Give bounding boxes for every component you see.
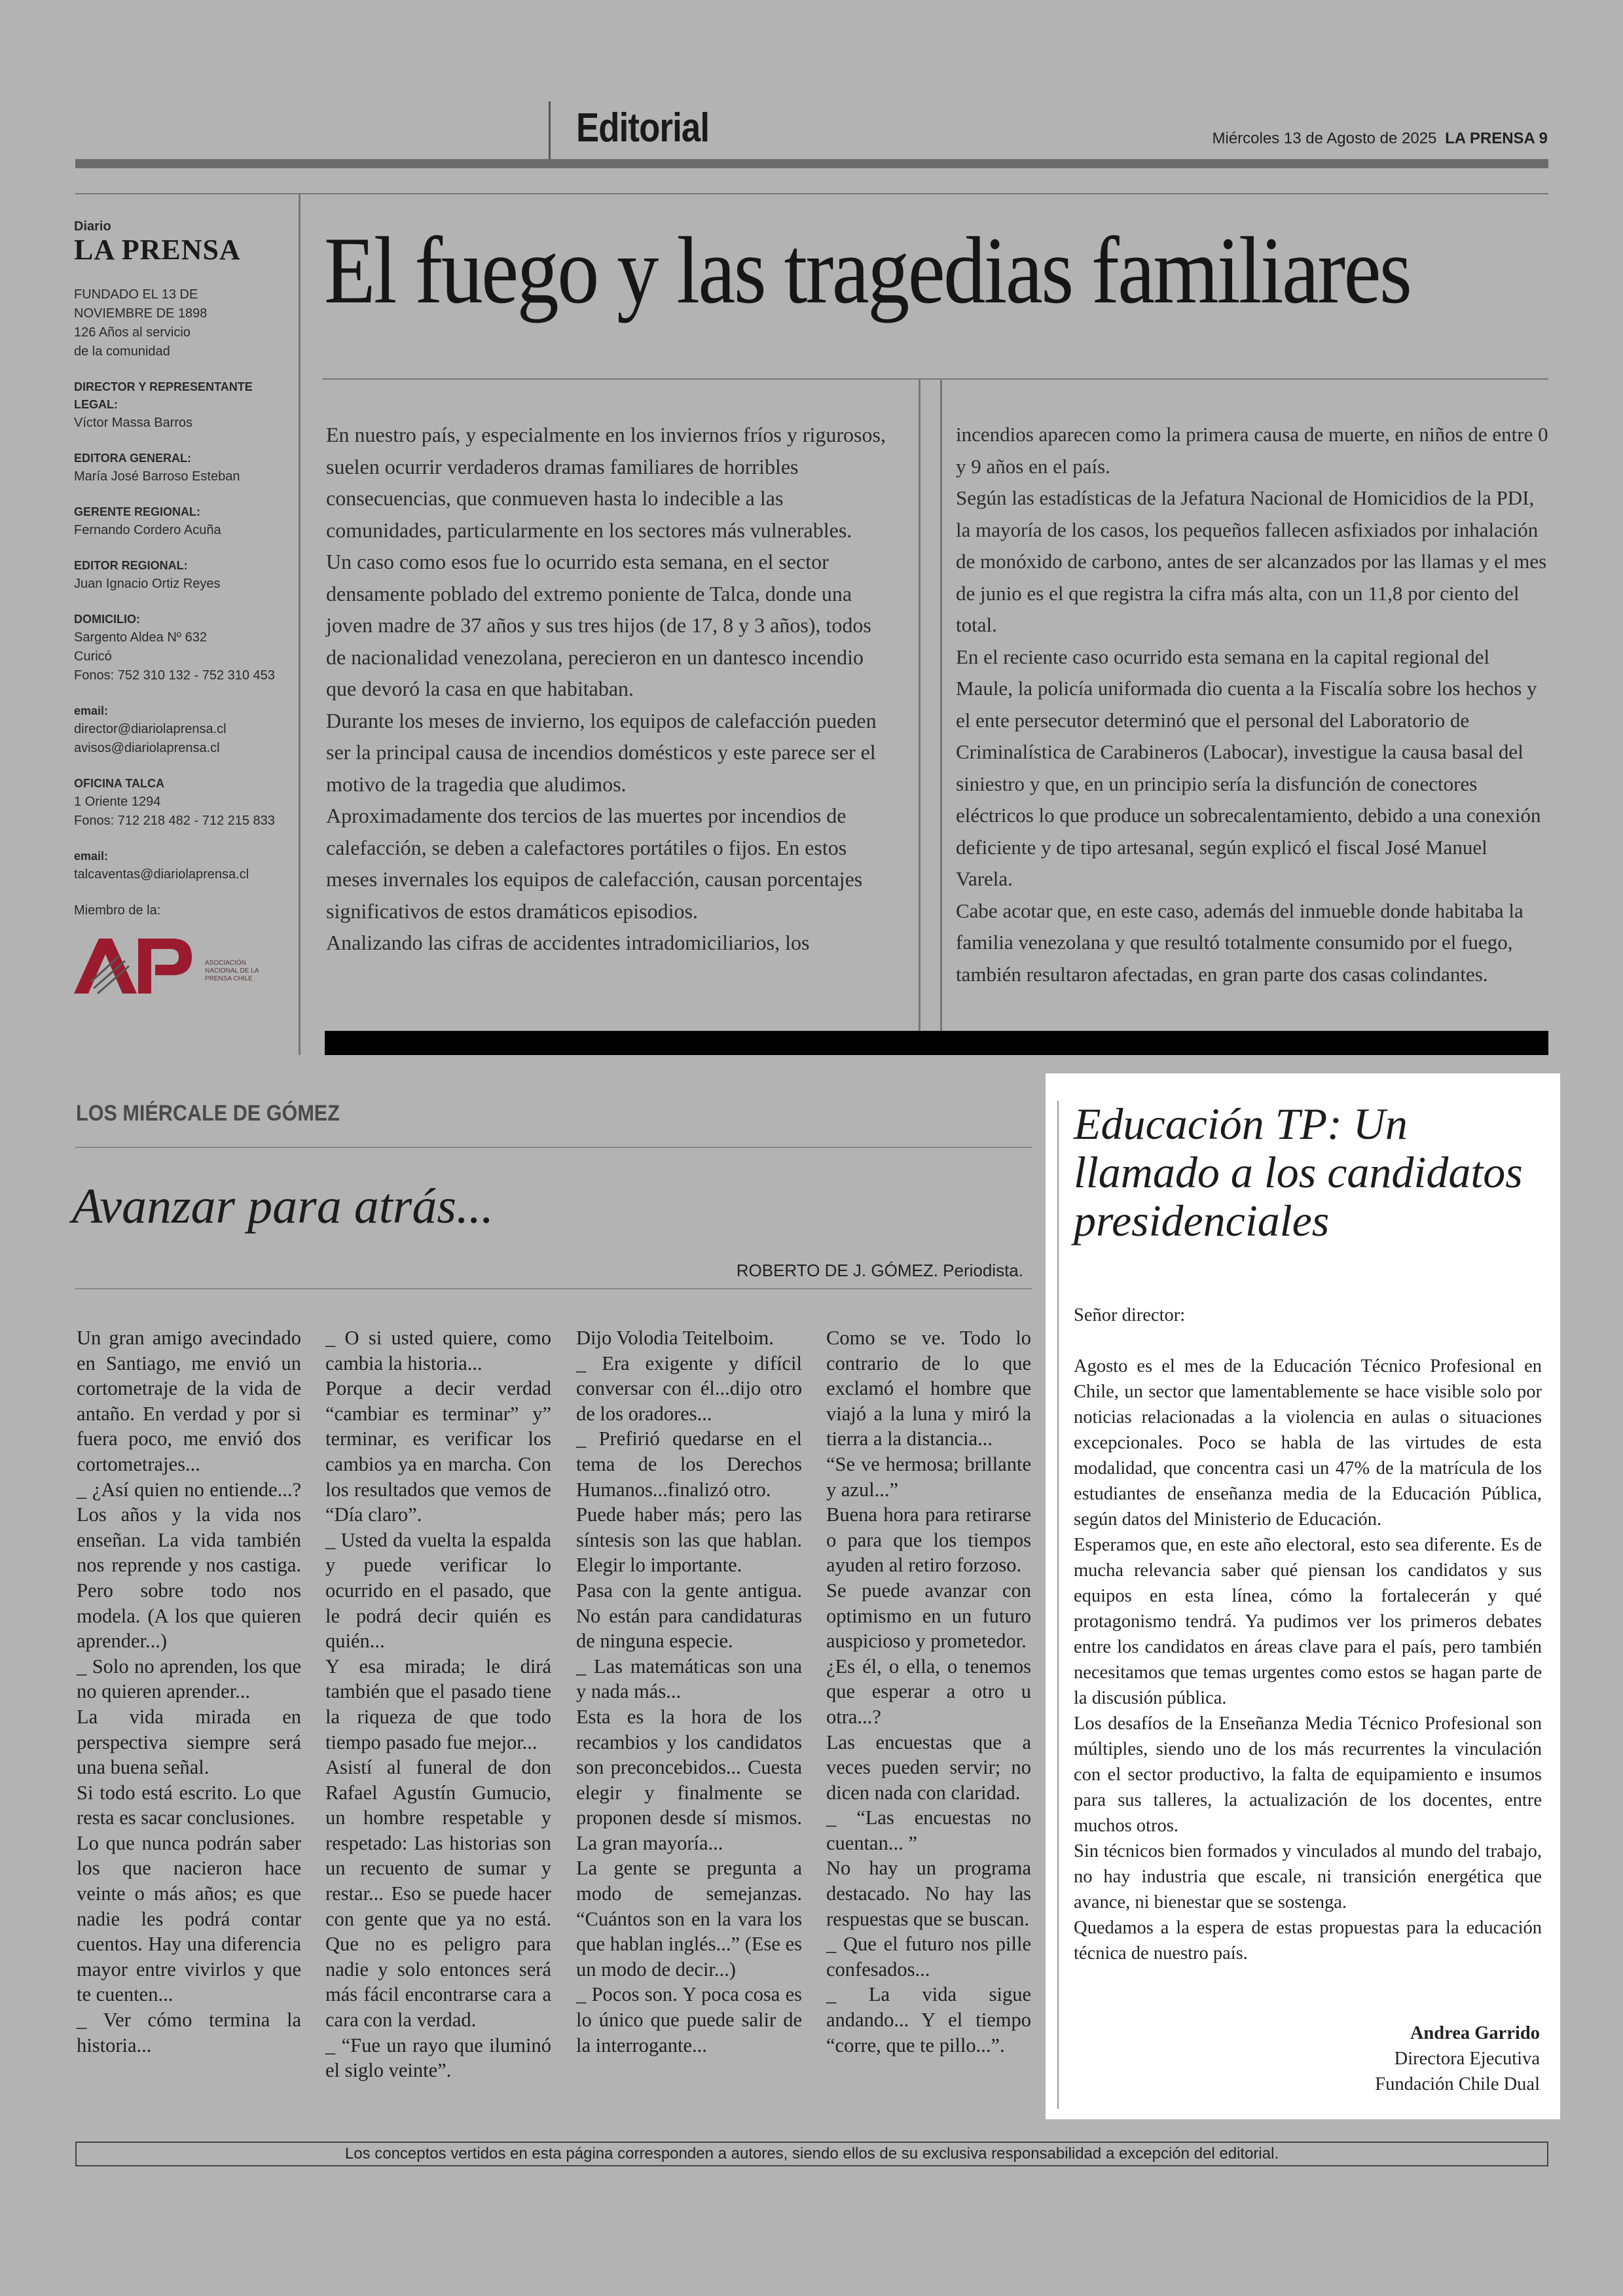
section-title: Editorial [576,105,710,151]
column-paragraph: ¿Es él, o ella, o tenemos que esperar a otro u otra...? [826,1655,1031,1728]
letter-paragraph: Esperamos que, en este año electoral, esto sea diferente. Es de mucha relevancia saber qué piensan los candidatos y sus equipos en esta línea, cómo la fortalecerán y qué protagonismo tendrá. Ya pudimos ver los primeros debates entre los candidatos en áreas clave para el país, pero también necesitamos que temas urgentes como estos se hagan parte de la discusión pública. [1074,1535,1542,1708]
member-of-label: Miembro de la: [74,903,161,918]
header-rule [75,193,1548,194]
anp-logo-caption: ASOCIACIÓN NACIONAL DE LA PRENSA CHILE [205,959,259,982]
letter-paragraph: Sin técnicos bien formados y vinculados al mundo del trabajo, no hay industria que escale, ni transición energética que avance, ni bienestar que se sostenga. [1074,1841,1542,1912]
letter-divider [1057,1101,1059,2109]
address-line: Sargento Aldea Nº 632 [74,630,208,645]
signature-role: Directora Ejecutiva [1394,2049,1540,2069]
column-section-title: LOS MIÉRCALE DE GÓMEZ [76,1101,340,1126]
masthead-sidebar [74,219,297,1006]
founded-line: 126 Años al servicio [74,325,191,340]
signature-org: Fundación Chile Dual [1375,2074,1540,2094]
column-byline: ROBERTO DE J. GÓMEZ. Periodista. [736,1261,1023,1280]
column-text-3 [576,1325,802,2058]
column-paragraph: _ ¿Así quien no entiende...? Los años y la vida nos enseñan. La vida también nos reprende y nos castiga. Pero sobre todo nos modela. (A los que quieren aprender...) [77,1478,301,1653]
office-label: OFICINA TALCA [74,777,164,790]
column-paragraph: Como se ve. Todo lo contrario de lo que exclamó el hombre que viajó a la luna y miró la tierra a la distancia... [826,1327,1031,1450]
anp-logo-mark [74,936,198,1006]
column-paragraph: _ Solo no aprenden, los que no quieren aprender... [77,1655,301,1703]
founded-info [74,285,297,361]
column-paragraph: _ Que el futuro nos pille confesados... [826,1933,1031,1981]
column-paragraph: _ Usted da vuelta la espalda y puede verificar lo ocurrido en el pasado, que le podrá decir quién es quién... [325,1528,551,1653]
founded-line: de la comunidad [74,344,170,359]
editorial-bottom-bar [325,1031,1548,1055]
letter-body [1074,1302,1542,1966]
editorial-paragraph: Aproximadamente dos tercios de las muertes por incendios de calefacción, se deben a calefactores portátiles o fijos. En estos meses invernales los equipos de calefacción, causan porcentajes significativos de estos dramáticos episodios. [326,804,863,923]
editorial-column-2 [956,419,1548,990]
column-paragraph: Lo que nunca podrán saber los que nacieron hace veinte o más años; es que nadie les podrá contar cuentos. Hay una diferencia mayor entre vivirlos y que te cuenten... [77,1831,301,2006]
column-paragraph: Dijo Volodia Teitelboim. [576,1327,775,1349]
column-paragraph: _ Era exigente y difícil conversar con él...dijo otro de los oradores... [576,1352,802,1425]
email-label: email: [74,850,109,863]
editorial-paragraph: Cabe acotar que, en este caso, además del inmueble donde habitaba la familia venezolana y que resultó totalmente consumido por el fuego, también resultaron afectadas, en gran parte dos casas colindantes. [956,899,1523,986]
anp-logo [74,936,297,1006]
header-dateline [1213,130,1548,148]
staff-value: Juan Ignacio Ortiz Reyes [74,577,221,591]
email-link[interactable]: talcaventas@diariolaprensa.cl [74,867,249,882]
footer-disclaimer: Los conceptos vertidos en esta página corresponden a autores, siendo ellos de su exclusiva responsabilidad a excepción del editorial. [75,2142,1548,2166]
editorial-paragraph: Un caso como esos fue lo ocurrido esta semana, en el sector densamente poblado del extremo poniente de Talca, donde una joven madre de 37 años y sus tres hijos (de 17, 8 y 3 años), todos de nacionalidad venezolana, perecieron en un dantesco incendio que devoró la casa en que habitaban. [326,550,871,700]
column-paragraph: Puede haber más; pero las síntesis son las que hablan. Elegir lo importante. [576,1503,802,1577]
address-line: Curicó [74,649,112,664]
masthead-brand: LA PRENSA [74,234,241,266]
column-paragraph: Se puede avanzar con optimismo en un futuro auspicioso y prometedor. [826,1579,1031,1653]
editorial-column-1 [326,419,893,959]
founded-line: NOVIEMBRE DE 1898 [74,306,208,321]
column-paragraph: Pasa con la gente antigua. No están para candidaturas de ninguna especie. [576,1579,802,1653]
column-paragraph: _ “Fue un rayo que iluminó el siglo veinte”. [325,2034,551,2082]
address-label: DOMICILIO: [74,613,140,626]
column-paragraph: No hay un programa destacado. No hay las respuestas que se buscan. [826,1857,1031,1930]
column-paragraph: Las encuestas que a veces pueden servir; no dicen nada con claridad. [826,1731,1031,1804]
editorial-paragraph: En el reciente caso ocurrido esta semana en la capital regional del Maule, la policía uniformada dio cuenta a la Fiscalía sobre los hechos y el ente persecutor determinó que el personal del Laboratorio de Criminalística de Carabineros (Labocar), investigue la causa basal del siniestro y que, en un principio sería la disfunción de conectores eléctricos lo que produce un sobrecalentamiento, debido a una conexión deficiente y de tipo artesanal, según explicó el fiscal José Manuel Varela. [956,645,1541,890]
letter-paragraph: Quedamos a la espera de estas propuestas para la educación técnica de nuestro país. [1074,1918,1542,1964]
staff-label: EDITOR REGIONAL: [74,559,188,572]
letter-spacer [1074,1328,1542,1354]
email-link[interactable]: director@diariolaprensa.cl [74,722,227,736]
editorial-title: El fuego y las tragedias familiares [324,217,1411,323]
column-paragraph: “Se ve hermosa; brillante y azul...” [826,1452,1031,1501]
column-text-4 [826,1325,1031,2058]
issue-date: Miércoles 13 de Agosto de 2025 [1212,130,1437,147]
editorial-paragraph: Según las estadísticas de la Jefatura Nacional de Homicidios de la PDI, la mayoría de los casos, los pequeños fallecen asfixiados por inhalación de monóxido de carbono, antes de ser alcanzados por las llamas y el mes de junio es el que registra la cifra más alta, con un 11,8 por ciento del total. [956,486,1547,636]
letter-paragraph: Los desafíos de la Enseñanza Media Técnico Profesional son múltiples, siendo uno de los más recurrentes la vinculación con el sector productivo, la falta de equipamiento e insumos para sus talleres, la actualización de los docentes, entre muchos otros. [1074,1713,1542,1836]
column-paragraph: La vida mirada en perspectiva siempre será una buena señal. [77,1705,301,1779]
signature-name: Andrea Garrido [1410,2023,1540,2043]
column-byline-rule [75,1288,1032,1289]
editorial-title-rule [322,378,1548,380]
anp-logo-icon [74,936,198,996]
column-paragraph: Y esa mirada; le dirá también que el pasado tiene la riqueza de que todo tiempo pasado fue mejor... [325,1655,551,1753]
header-divider [549,101,551,159]
staff-label: GERENTE REGIONAL: [74,505,201,518]
column-paragraph: _ La vida sigue andando... Y el tiempo “corre, que te pillo...”. [826,1983,1031,2056]
column-paragraph: _ “Las encuestas no cuentan... ” [826,1806,1031,1854]
staff-value: Víctor Massa Barros [74,416,193,430]
column-paragraph: _ Prefirió quedarse en el tema de los Derechos Humanos...finalizó otro. [576,1427,802,1501]
sidebar-divider [299,194,301,1055]
column-paragraph: Asistí al funeral de don Rafael Agustín Gumucio, un hombre respetable y respetado: Las historias son un recuento de sumar y restar... Eso se puede hacer con gente que ya no está. Que no es peligro para nadie y solo entonces será más fácil encontrarse cara a cara con la verdad. [325,1756,551,2032]
column-paragraph: Si todo está escrito. Lo que resta es sacar conclusiones. [77,1781,301,1829]
paper-page-number: LA PRENSA 9 [1445,130,1548,147]
column-paragraph: _ O si usted quiere, como cambia la historia... [325,1327,551,1374]
column-paragraph: Un gran amigo avecindado en Santiago, me envió un cortometraje de la vida de antaño. En verdad y por si fuera poco, me envió dos cortometrajes... [77,1327,301,1475]
staff-label: DIRECTOR Y REPRESENTANTE LEGAL: [74,380,253,411]
letter-title: Educación TP: Un llamado a los candidatos presidenciales [1074,1099,1523,1246]
column-paragraph: Esta es la hora de los recambios y los candidatos son preconcebidos... Cuesta elegir y finalmente se proponen desde sí mismos. La gran mayoría... [576,1705,802,1854]
editorial-paragraph: Analizando las cifras de accidentes intradomiciliarios, los [326,931,810,954]
staff-value: María José Barroso Esteban [74,469,240,484]
header-bar [75,159,1548,168]
editorial-paragraph: En nuestro país, y especialmente en los inviernos fríos y rigurosos, suelen ocurrir verdaderos dramas familiares de horribles consecuencias, que conmueven hasta lo indecible a las comunidades, particularmente en los sectores más vulnerables. [326,423,886,542]
office-address: 1 Oriente 1294 [74,795,161,809]
editorial-paragraph: incendios aparecen como la primera causa de muerte, en niños de entre 0 y 9 años en el país. [956,423,1548,478]
column-paragraph: _ Ver cómo termina la historia... [77,2009,301,2056]
column-paragraph: La gente se pregunta a modo de semejanzas. “Cuántos son en la vara los que hablan inglés...” (Ese es un modo de decir...) [576,1857,802,1981]
office-phone: Fonos: 712 218 482 - 712 215 833 [74,814,275,828]
column-paragraph: _ Las matemáticas son una y nada más... [576,1655,802,1703]
editorial-paragraph: Durante los meses de invierno, los equipos de calefacción pueden ser la principal causa de incendios domésticos y este parece ser el motivo de la tragedia que aludimos. [326,708,877,796]
letter-signature [1375,2020,1540,2097]
column-section-rule [75,1147,1032,1148]
founded-line: FUNDADO EL 13 DE [74,287,198,302]
column-text-2 [325,1325,551,2083]
email-label: email: [74,704,109,717]
column-paragraph: Porque a decir verdad “cambiar es terminar” y” terminar, es verificar los cambios ya en marcha. Con los resultados que vemos de “Día claro”. [325,1377,551,1526]
masthead-diario: Diario [74,219,111,234]
phone-line: Fonos: 752 310 132 - 752 310 453 [74,668,275,683]
staff-value: Fernando Cordero Acuña [74,523,221,537]
column-text-1 [77,1325,301,2058]
column-paragraph: _ Pocos son. Y poca cosa es lo único que puede salir de la interrogante... [576,1983,802,2056]
letter-paragraph: Agosto es el mes de la Educación Técnico Profesional en Chile, un sector que lamentablemente se hace visible solo por noticias relacionadas a la violencia en aulas o situaciones excepcionales. Poco se habla de las virtudes de esta modalidad, que concentra casi un 47% de la matrícula de los estudiantes de enseñanza media de la Educación Pública, según datos del Ministerio de Educación. [1074,1356,1542,1530]
editorial-column-divider [919,380,921,1031]
editorial-column-divider [940,380,942,1031]
column-paragraph: Buena hora para retirarse o para que los tiempos ayuden al retiro forzoso. [826,1503,1031,1577]
column-title: Avanzar para atrás... [72,1179,494,1234]
letter-salutation: Señor director: [1074,1305,1186,1325]
staff-label: EDITORA GENERAL: [74,452,192,465]
email-link[interactable]: avisos@diariolaprensa.cl [74,741,220,755]
